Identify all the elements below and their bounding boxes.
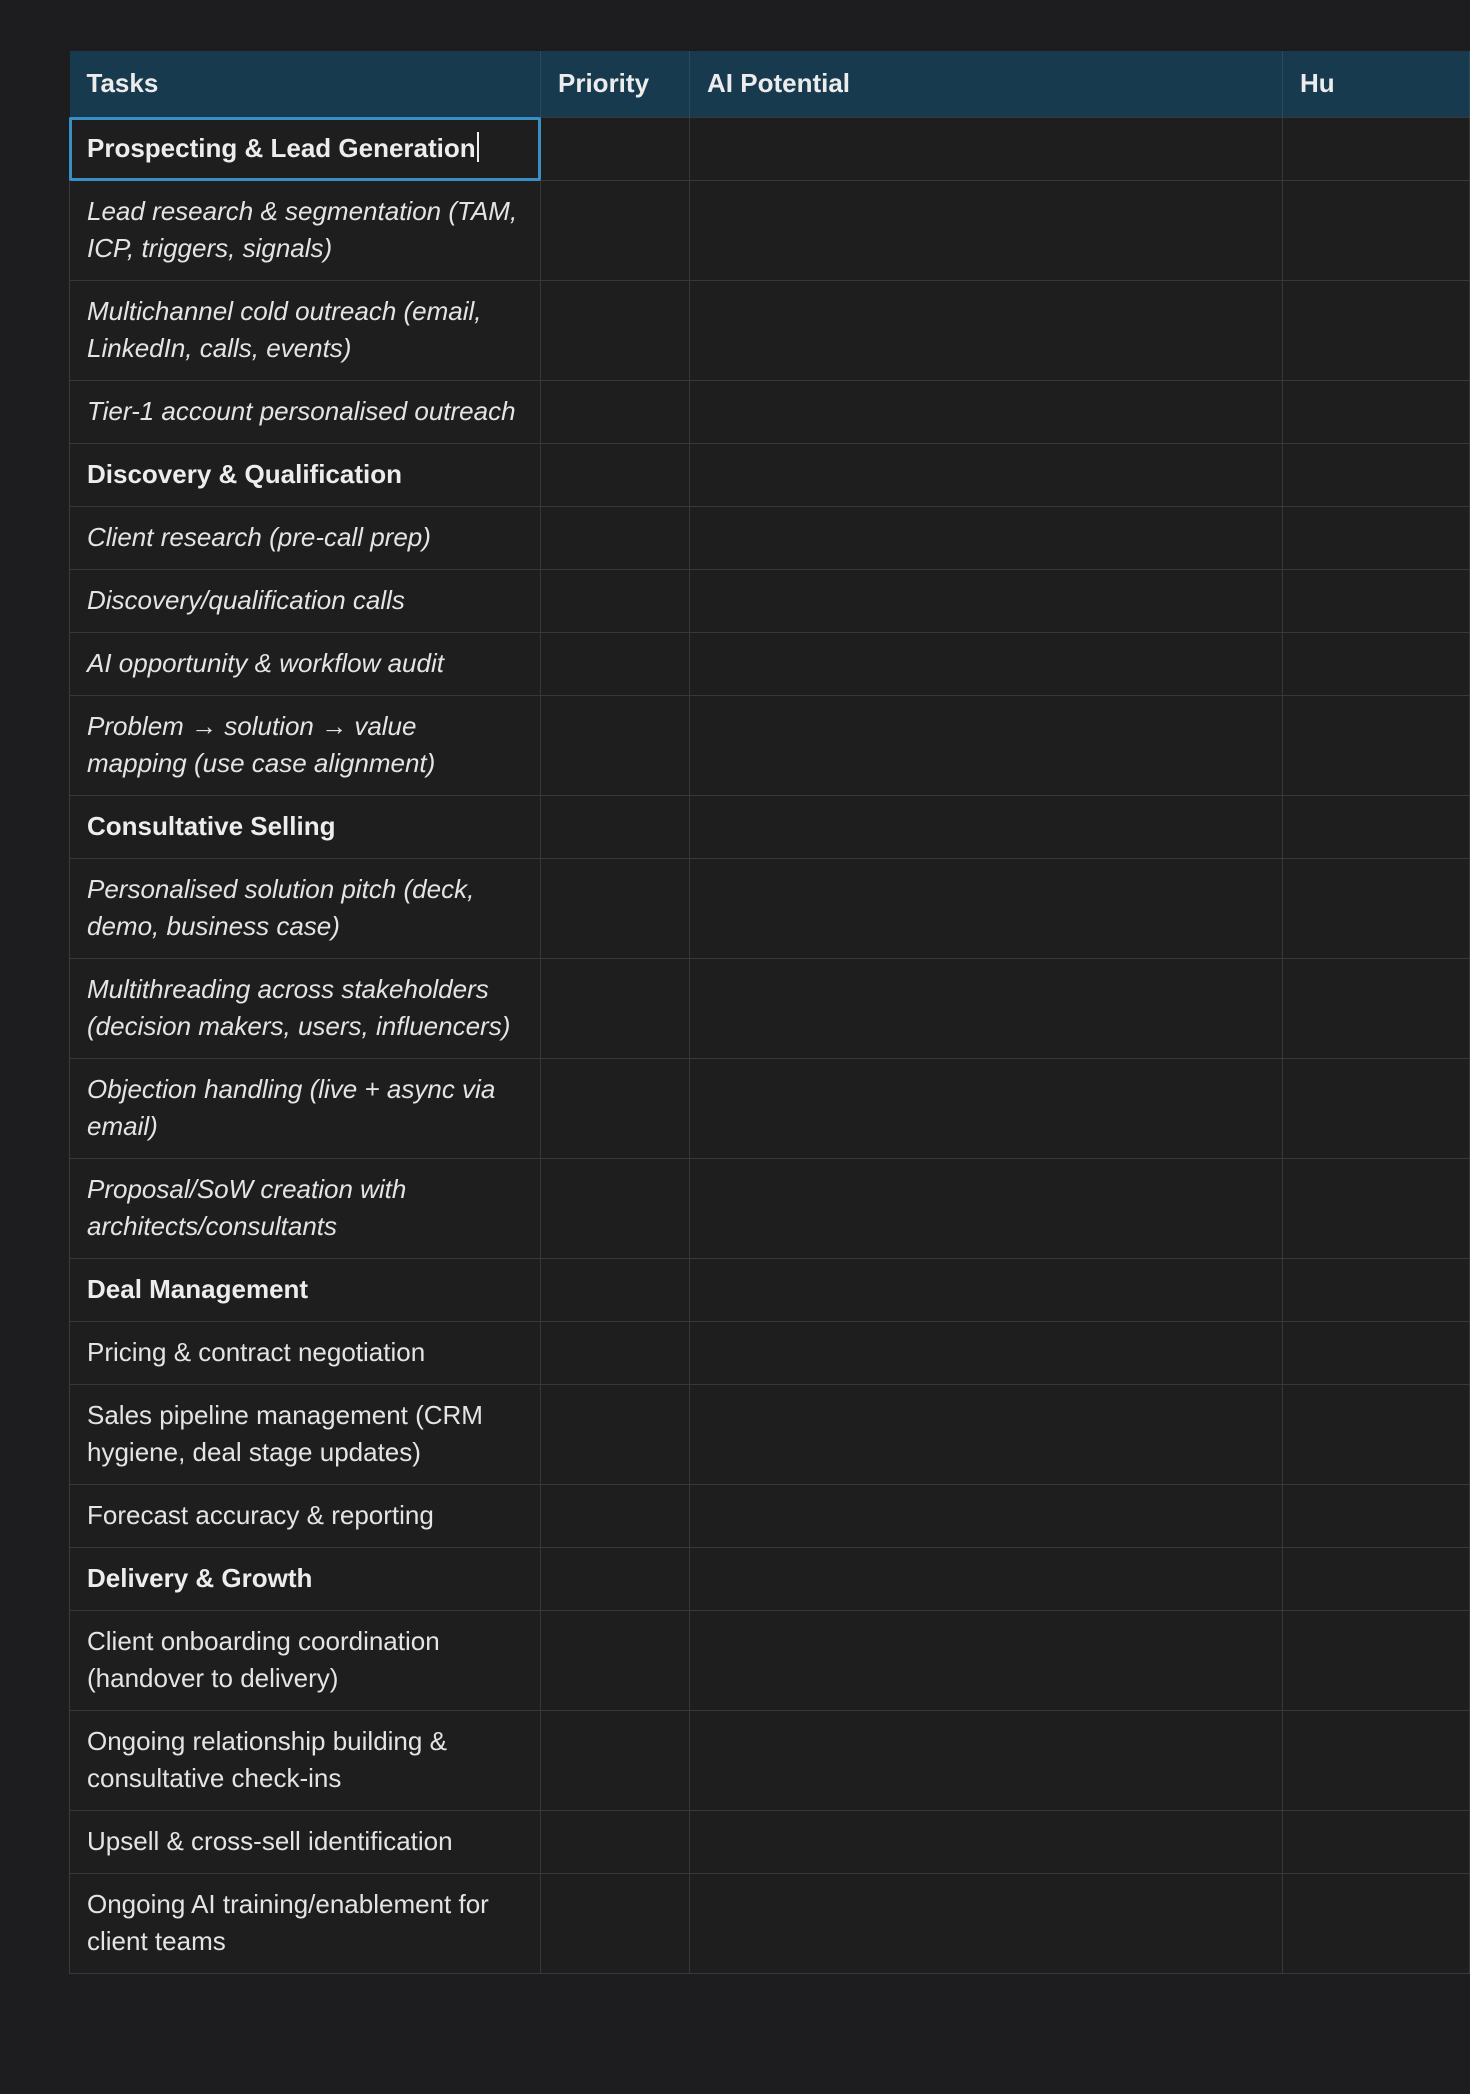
human-cell[interactable] xyxy=(1283,443,1470,506)
task-cell[interactable] xyxy=(70,1547,541,1610)
ai-potential-cell[interactable] xyxy=(690,858,1283,958)
table-row xyxy=(70,1484,1470,1547)
priority-cell[interactable] xyxy=(541,795,690,858)
task-cell[interactable] xyxy=(70,1484,541,1547)
task-cell[interactable] xyxy=(70,1810,541,1873)
table-row xyxy=(70,632,1470,695)
text-cursor xyxy=(477,132,479,162)
task-text: Objection handling (live + async via email) xyxy=(87,1073,496,1141)
task-text: Client research (pre-call prep) xyxy=(87,521,431,552)
column-header-priority[interactable]: Priority xyxy=(541,51,690,117)
section-row xyxy=(70,1258,1470,1321)
priority-cell[interactable] xyxy=(541,117,690,180)
human-cell[interactable] xyxy=(1283,1058,1470,1158)
task-text: Discovery/qualification calls xyxy=(87,584,405,615)
task-cell[interactable] xyxy=(70,632,541,695)
human-cell[interactable] xyxy=(1283,1258,1470,1321)
ai-potential-cell[interactable] xyxy=(690,795,1283,858)
human-cell[interactable] xyxy=(1283,695,1470,795)
task-cell[interactable] xyxy=(70,958,541,1058)
task-cell[interactable] xyxy=(70,380,541,443)
human-cell[interactable] xyxy=(1283,958,1470,1058)
priority-cell[interactable] xyxy=(541,1610,690,1710)
table-row xyxy=(70,1058,1470,1158)
task-cell[interactable] xyxy=(70,1058,541,1158)
table-row xyxy=(70,1710,1470,1810)
header-row xyxy=(70,51,1470,117)
human-cell[interactable] xyxy=(1283,280,1470,380)
priority-cell[interactable] xyxy=(541,1321,690,1384)
ai-potential-cell[interactable] xyxy=(690,1810,1283,1873)
human-cell[interactable] xyxy=(1283,506,1470,569)
table-row xyxy=(70,1810,1470,1873)
priority-cell[interactable] xyxy=(541,858,690,958)
table-row xyxy=(70,1610,1470,1710)
priority-cell[interactable] xyxy=(541,958,690,1058)
task-text: Ongoing relationship building & consultative check-ins xyxy=(87,1725,447,1793)
human-cell[interactable] xyxy=(1283,180,1470,280)
priority-cell[interactable] xyxy=(541,280,690,380)
human-cell[interactable] xyxy=(1283,1547,1470,1610)
ai-potential-cell[interactable] xyxy=(690,380,1283,443)
task-text: Forecast accuracy & reporting xyxy=(87,1499,434,1530)
ai-potential-cell[interactable] xyxy=(690,1384,1283,1484)
section-row xyxy=(70,1547,1470,1610)
priority-cell[interactable] xyxy=(541,1547,690,1610)
table-header xyxy=(70,51,1470,117)
priority-cell[interactable] xyxy=(541,180,690,280)
task-cell[interactable] xyxy=(70,695,541,795)
table-row xyxy=(70,280,1470,380)
ai-potential-cell[interactable] xyxy=(690,1710,1283,1810)
section-row xyxy=(70,443,1470,506)
human-cell[interactable] xyxy=(1283,569,1470,632)
ai-potential-cell[interactable] xyxy=(690,280,1283,380)
task-cell[interactable] xyxy=(70,280,541,380)
ai-potential-cell[interactable] xyxy=(690,695,1283,795)
human-cell[interactable] xyxy=(1283,1810,1470,1873)
ai-potential-cell[interactable] xyxy=(690,1873,1283,1973)
task-cell[interactable] xyxy=(70,1158,541,1258)
human-cell[interactable] xyxy=(1283,1484,1470,1547)
task-text: Proposal/SoW creation with architects/consultants xyxy=(87,1173,407,1241)
task-cell[interactable] xyxy=(70,1384,541,1484)
column-header-human[interactable]: Hu xyxy=(1283,51,1470,117)
ai-potential-cell[interactable] xyxy=(690,1158,1283,1258)
ai-potential-cell[interactable] xyxy=(690,1058,1283,1158)
column-header-ai-potential[interactable]: AI Potential xyxy=(690,51,1283,117)
column-header-tasks[interactable]: Tasks xyxy=(70,51,541,117)
task-cell[interactable] xyxy=(70,1258,541,1321)
priority-cell[interactable] xyxy=(541,443,690,506)
human-cell[interactable] xyxy=(1283,858,1470,958)
human-cell[interactable] xyxy=(1283,1873,1470,1973)
task-cell[interactable] xyxy=(70,795,541,858)
section-row xyxy=(70,795,1470,858)
priority-cell[interactable] xyxy=(541,1710,690,1810)
ai-potential-cell[interactable] xyxy=(690,1547,1283,1610)
ai-potential-cell[interactable] xyxy=(690,1258,1283,1321)
priority-cell[interactable] xyxy=(541,1158,690,1258)
task-cell-selected[interactable] xyxy=(70,117,541,180)
ai-potential-cell[interactable] xyxy=(690,443,1283,506)
ai-potential-cell[interactable] xyxy=(690,632,1283,695)
ai-potential-cell[interactable] xyxy=(690,506,1283,569)
human-cell[interactable] xyxy=(1283,1158,1470,1258)
task-text: Sales pipeline management (CRM hygiene, deal stage updates) xyxy=(87,1399,483,1467)
task-text: Problem → solution → value mapping (use case alignment) xyxy=(87,710,436,778)
task-cell[interactable] xyxy=(70,506,541,569)
ai-potential-cell[interactable] xyxy=(690,958,1283,1058)
priority-cell[interactable] xyxy=(541,1058,690,1158)
task-text: Client onboarding coordination (handover to delivery) xyxy=(87,1625,440,1693)
table-row xyxy=(70,569,1470,632)
human-cell[interactable] xyxy=(1283,117,1470,180)
ai-potential-cell[interactable] xyxy=(690,117,1283,180)
priority-cell[interactable] xyxy=(541,695,690,795)
human-cell[interactable] xyxy=(1283,380,1470,443)
human-cell[interactable] xyxy=(1283,632,1470,695)
priority-cell[interactable] xyxy=(541,632,690,695)
task-text: Deal Management xyxy=(87,1273,309,1304)
table-row xyxy=(70,180,1470,280)
table-row xyxy=(70,1384,1470,1484)
priority-cell[interactable] xyxy=(541,1810,690,1873)
human-cell[interactable] xyxy=(1283,795,1470,858)
ai-potential-cell[interactable] xyxy=(690,1321,1283,1384)
table-row xyxy=(70,380,1470,443)
priority-cell[interactable] xyxy=(541,1484,690,1547)
ai-potential-cell[interactable] xyxy=(690,1484,1283,1547)
tasks-table xyxy=(69,51,1470,1974)
priority-cell[interactable] xyxy=(541,506,690,569)
task-text: Consultative Selling xyxy=(87,810,336,841)
priority-cell[interactable] xyxy=(541,1384,690,1484)
human-cell[interactable] xyxy=(1283,1710,1470,1810)
table-row xyxy=(70,858,1470,958)
task-text: Multithreading across stakeholders (decision makers, users, influencers) xyxy=(87,973,511,1041)
human-cell[interactable] xyxy=(1283,1384,1470,1484)
task-text: Upsell & cross-sell identification xyxy=(87,1825,453,1856)
priority-cell[interactable] xyxy=(541,380,690,443)
task-text: Personalised solution pitch (deck, demo, business case) xyxy=(87,873,475,941)
task-text: Tier-1 account personalised outreach xyxy=(87,395,516,426)
task-cell[interactable] xyxy=(70,1710,541,1810)
task-text: AI opportunity & workflow audit xyxy=(87,647,444,678)
task-cell[interactable] xyxy=(70,1321,541,1384)
task-cell[interactable] xyxy=(70,443,541,506)
task-text: Delivery & Growth xyxy=(87,1562,313,1593)
ai-potential-cell[interactable] xyxy=(690,569,1283,632)
section-row xyxy=(70,117,1470,180)
task-cell[interactable] xyxy=(70,858,541,958)
task-text: Prospecting & Lead Generation xyxy=(87,132,476,163)
tasks-table-viewport[interactable] xyxy=(69,51,1335,2094)
ai-potential-cell[interactable] xyxy=(690,180,1283,280)
table-row xyxy=(70,1158,1470,1258)
task-cell[interactable] xyxy=(70,1610,541,1710)
priority-cell[interactable] xyxy=(541,569,690,632)
table-row xyxy=(70,1321,1470,1384)
human-cell[interactable] xyxy=(1283,1610,1470,1710)
table-body xyxy=(70,117,1470,1973)
task-text: Discovery & Qualification xyxy=(87,458,402,489)
task-cell[interactable] xyxy=(70,180,541,280)
task-cell[interactable] xyxy=(70,569,541,632)
priority-cell[interactable] xyxy=(541,1873,690,1973)
table-row xyxy=(70,695,1470,795)
table-row xyxy=(70,506,1470,569)
table-row xyxy=(70,958,1470,1058)
task-text: Lead research & segmentation (TAM, ICP, triggers, signals) xyxy=(87,195,518,263)
task-text: Ongoing AI training/enablement for client teams xyxy=(87,1888,489,1956)
ai-potential-cell[interactable] xyxy=(690,1610,1283,1710)
priority-cell[interactable] xyxy=(541,1258,690,1321)
human-cell[interactable] xyxy=(1283,1321,1470,1384)
table-row xyxy=(70,1873,1470,1973)
task-text: Multichannel cold outreach (email, LinkedIn, calls, events) xyxy=(87,295,482,363)
task-text: Pricing & contract negotiation xyxy=(87,1336,426,1367)
task-cell[interactable] xyxy=(70,1873,541,1973)
